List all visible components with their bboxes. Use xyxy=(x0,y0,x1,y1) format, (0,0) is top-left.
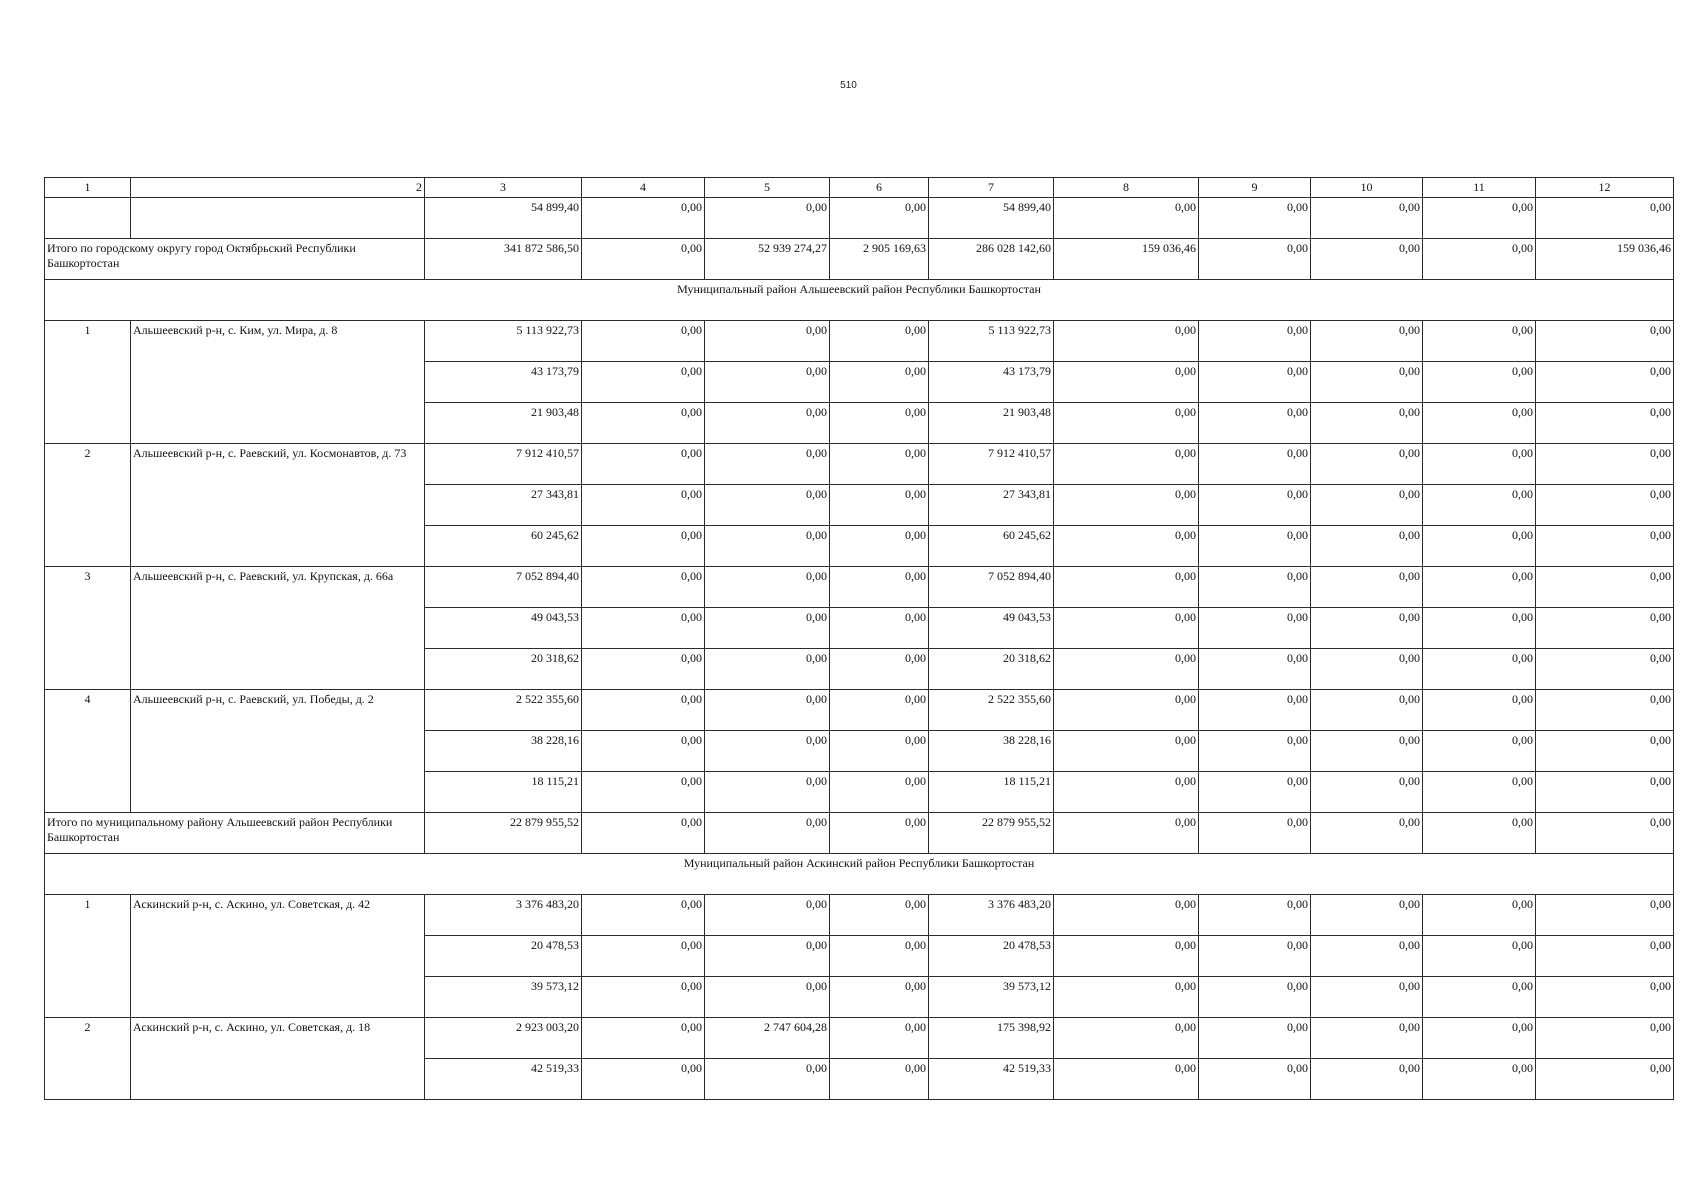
value-cell: 0,00 xyxy=(1199,608,1311,649)
value-cell: 54 899,40 xyxy=(929,198,1054,239)
value-cell: 0,00 xyxy=(1054,772,1199,813)
value-cell: 0,00 xyxy=(582,895,705,936)
value-cell: 0,00 xyxy=(1199,731,1311,772)
value-cell: 0,00 xyxy=(830,1018,929,1059)
column-number-cell: 12 xyxy=(1536,178,1674,198)
value-cell: 0,00 xyxy=(705,567,830,608)
value-cell: 0,00 xyxy=(830,1059,929,1100)
value-cell: 0,00 xyxy=(1054,567,1199,608)
total-label: Итого по муниципальному району Альшеевский район Республики Башкортостан xyxy=(45,813,425,854)
value-cell: 0,00 xyxy=(830,444,929,485)
value-cell: 0,00 xyxy=(582,813,705,854)
value-cell: 0,00 xyxy=(582,731,705,772)
value-cell: 341 872 586,50 xyxy=(425,239,582,280)
address: Аскинский р-н, с. Аскино, ул. Советская, д. 42 xyxy=(131,895,425,1018)
value-cell: 0,00 xyxy=(1311,608,1423,649)
value-cell: 0,00 xyxy=(1423,936,1536,977)
table-row xyxy=(45,198,1674,239)
value-cell: 0,00 xyxy=(1423,977,1536,1018)
value-cell: 0,00 xyxy=(1536,895,1674,936)
value-cell: 0,00 xyxy=(1536,444,1674,485)
value-cell: 0,00 xyxy=(1536,362,1674,403)
value-cell: 0,00 xyxy=(1311,977,1423,1018)
value-cell: 0,00 xyxy=(830,936,929,977)
value-cell: 0,00 xyxy=(830,649,929,690)
value-cell: 0,00 xyxy=(1199,813,1311,854)
value-cell: 0,00 xyxy=(830,608,929,649)
value-cell: 0,00 xyxy=(1423,608,1536,649)
value-cell: 0,00 xyxy=(1423,1018,1536,1059)
value-cell: 0,00 xyxy=(1536,1018,1674,1059)
value-cell: 0,00 xyxy=(1311,690,1423,731)
value-cell: 0,00 xyxy=(1311,731,1423,772)
address: Альшеевский р-н, с. Раевский, ул. Крупская, д. 66а xyxy=(131,567,425,690)
value-cell: 0,00 xyxy=(1311,321,1423,362)
value-cell: 0,00 xyxy=(1423,198,1536,239)
column-number-cell: 4 xyxy=(582,178,705,198)
value-cell: 3 376 483,20 xyxy=(425,895,582,936)
value-cell: 42 519,33 xyxy=(929,1059,1054,1100)
value-cell: 0,00 xyxy=(1199,936,1311,977)
value-cell: 0,00 xyxy=(1054,1059,1199,1100)
row-index: 1 xyxy=(45,895,131,1018)
section-row xyxy=(45,854,1674,895)
value-cell: 20 318,62 xyxy=(425,649,582,690)
row-index-cell xyxy=(45,198,131,239)
value-cell: 0,00 xyxy=(582,239,705,280)
value-cell: 0,00 xyxy=(582,772,705,813)
value-cell: 38 228,16 xyxy=(929,731,1054,772)
value-cell: 21 903,48 xyxy=(929,403,1054,444)
value-cell: 0,00 xyxy=(1536,731,1674,772)
value-cell: 0,00 xyxy=(705,936,830,977)
value-cell: 20 478,53 xyxy=(425,936,582,977)
value-cell: 22 879 955,52 xyxy=(929,813,1054,854)
value-cell: 0,00 xyxy=(1536,936,1674,977)
value-cell: 0,00 xyxy=(705,1059,830,1100)
value-cell: 0,00 xyxy=(705,731,830,772)
value-cell: 0,00 xyxy=(1199,1018,1311,1059)
column-number-cell: 7 xyxy=(929,178,1054,198)
value-cell: 0,00 xyxy=(1536,977,1674,1018)
value-cell: 0,00 xyxy=(1311,649,1423,690)
value-cell: 0,00 xyxy=(582,526,705,567)
value-cell: 2 923 003,20 xyxy=(425,1018,582,1059)
value-cell: 0,00 xyxy=(1536,485,1674,526)
value-cell: 0,00 xyxy=(705,649,830,690)
value-cell: 0,00 xyxy=(1311,403,1423,444)
row-index: 2 xyxy=(45,444,131,567)
value-cell: 0,00 xyxy=(582,485,705,526)
value-cell: 0,00 xyxy=(1311,198,1423,239)
value-cell: 18 115,21 xyxy=(929,772,1054,813)
table-row xyxy=(45,690,1674,731)
value-cell: 0,00 xyxy=(705,690,830,731)
value-cell: 0,00 xyxy=(1054,813,1199,854)
value-cell: 0,00 xyxy=(1423,321,1536,362)
value-cell: 0,00 xyxy=(1054,690,1199,731)
table-row xyxy=(45,1018,1674,1059)
table-row xyxy=(45,321,1674,362)
value-cell: 0,00 xyxy=(1199,772,1311,813)
value-cell: 0,00 xyxy=(705,977,830,1018)
value-cell: 286 028 142,60 xyxy=(929,239,1054,280)
value-cell: 0,00 xyxy=(830,321,929,362)
value-cell: 0,00 xyxy=(1423,895,1536,936)
value-cell: 0,00 xyxy=(582,649,705,690)
value-cell: 0,00 xyxy=(1199,690,1311,731)
value-cell: 0,00 xyxy=(1536,1059,1674,1100)
value-cell: 3 376 483,20 xyxy=(929,895,1054,936)
value-cell: 159 036,46 xyxy=(1536,239,1674,280)
value-cell: 175 398,92 xyxy=(929,1018,1054,1059)
value-cell: 39 573,12 xyxy=(929,977,1054,1018)
value-cell: 0,00 xyxy=(830,895,929,936)
value-cell: 159 036,46 xyxy=(1054,239,1199,280)
value-cell: 0,00 xyxy=(582,1018,705,1059)
value-cell: 7 052 894,40 xyxy=(929,567,1054,608)
column-number-cell: 3 xyxy=(425,178,582,198)
value-cell: 0,00 xyxy=(705,895,830,936)
value-cell: 0,00 xyxy=(582,321,705,362)
page-number: 510 xyxy=(840,80,857,91)
total-label: Итого по городскому округу город Октябрьский Республики Башкортостан xyxy=(45,239,425,280)
value-cell: 0,00 xyxy=(705,813,830,854)
value-cell: 0,00 xyxy=(1054,362,1199,403)
value-cell: 0,00 xyxy=(830,977,929,1018)
value-cell: 38 228,16 xyxy=(425,731,582,772)
value-cell: 0,00 xyxy=(830,731,929,772)
value-cell: 0,00 xyxy=(1054,936,1199,977)
section-title: Муниципальный район Аскинский район Республики Башкортостан xyxy=(45,854,1674,895)
value-cell: 0,00 xyxy=(1311,1018,1423,1059)
value-cell: 0,00 xyxy=(1311,362,1423,403)
column-number-cell: 5 xyxy=(705,178,830,198)
value-cell: 0,00 xyxy=(582,198,705,239)
value-cell: 0,00 xyxy=(1199,485,1311,526)
value-cell: 0,00 xyxy=(1311,895,1423,936)
value-cell: 0,00 xyxy=(705,526,830,567)
value-cell: 0,00 xyxy=(1311,772,1423,813)
value-cell: 0,00 xyxy=(705,403,830,444)
value-cell: 0,00 xyxy=(1536,198,1674,239)
value-cell: 0,00 xyxy=(1536,649,1674,690)
value-cell: 0,00 xyxy=(582,362,705,403)
value-cell: 0,00 xyxy=(1311,813,1423,854)
value-cell: 0,00 xyxy=(1536,772,1674,813)
value-cell: 0,00 xyxy=(1199,362,1311,403)
value-cell: 0,00 xyxy=(1536,403,1674,444)
value-cell: 0,00 xyxy=(705,485,830,526)
value-cell: 60 245,62 xyxy=(929,526,1054,567)
value-cell: 52 939 274,27 xyxy=(705,239,830,280)
value-cell: 0,00 xyxy=(1199,321,1311,362)
value-cell: 0,00 xyxy=(582,977,705,1018)
column-number-cell: 6 xyxy=(830,178,929,198)
value-cell: 5 113 922,73 xyxy=(425,321,582,362)
value-cell: 0,00 xyxy=(1054,444,1199,485)
value-cell: 0,00 xyxy=(1054,977,1199,1018)
value-cell: 0,00 xyxy=(1199,977,1311,1018)
section-row xyxy=(45,280,1674,321)
value-cell: 0,00 xyxy=(1199,567,1311,608)
value-cell: 22 879 955,52 xyxy=(425,813,582,854)
value-cell: 0,00 xyxy=(1423,239,1536,280)
value-cell: 43 173,79 xyxy=(929,362,1054,403)
value-cell: 0,00 xyxy=(1311,936,1423,977)
value-cell: 0,00 xyxy=(1054,485,1199,526)
value-cell: 0,00 xyxy=(1054,403,1199,444)
value-cell: 0,00 xyxy=(1536,526,1674,567)
value-cell: 21 903,48 xyxy=(425,403,582,444)
value-cell: 0,00 xyxy=(1311,485,1423,526)
value-cell: 0,00 xyxy=(1199,649,1311,690)
row-index: 2 xyxy=(45,1018,131,1100)
value-cell: 0,00 xyxy=(705,362,830,403)
value-cell: 0,00 xyxy=(1054,649,1199,690)
total-row xyxy=(45,813,1674,854)
address: Альшеевский р-н, с. Раевский, ул. Победы, д. 2 xyxy=(131,690,425,813)
value-cell: 20 318,62 xyxy=(929,649,1054,690)
row-index: 1 xyxy=(45,321,131,444)
value-cell: 0,00 xyxy=(830,567,929,608)
value-cell: 0,00 xyxy=(1199,526,1311,567)
address-cell xyxy=(131,198,425,239)
column-number-row xyxy=(45,178,1674,198)
table-body xyxy=(45,178,1674,1100)
value-cell: 43 173,79 xyxy=(425,362,582,403)
value-cell: 0,00 xyxy=(1423,731,1536,772)
value-cell: 0,00 xyxy=(1054,321,1199,362)
value-cell: 0,00 xyxy=(582,936,705,977)
budget-table xyxy=(44,177,1674,1100)
value-cell: 39 573,12 xyxy=(425,977,582,1018)
value-cell: 0,00 xyxy=(1536,321,1674,362)
section-title: Муниципальный район Альшеевский район Республики Башкортостан xyxy=(45,280,1674,321)
value-cell: 0,00 xyxy=(830,485,929,526)
value-cell: 0,00 xyxy=(830,772,929,813)
value-cell: 0,00 xyxy=(1311,1059,1423,1100)
value-cell: 60 245,62 xyxy=(425,526,582,567)
value-cell: 42 519,33 xyxy=(425,1059,582,1100)
address: Альшеевский р-н, с. Раевский, ул. Космонавтов, д. 73 xyxy=(131,444,425,567)
value-cell: 0,00 xyxy=(1423,362,1536,403)
value-cell: 0,00 xyxy=(1423,567,1536,608)
table-row xyxy=(45,895,1674,936)
value-cell: 0,00 xyxy=(1199,403,1311,444)
value-cell: 0,00 xyxy=(1423,649,1536,690)
value-cell: 0,00 xyxy=(1423,772,1536,813)
value-cell: 0,00 xyxy=(1423,403,1536,444)
value-cell: 7 912 410,57 xyxy=(929,444,1054,485)
value-cell: 49 043,53 xyxy=(425,608,582,649)
value-cell: 0,00 xyxy=(705,198,830,239)
value-cell: 0,00 xyxy=(1423,690,1536,731)
value-cell: 0,00 xyxy=(830,198,929,239)
value-cell: 7 052 894,40 xyxy=(425,567,582,608)
value-cell: 0,00 xyxy=(830,690,929,731)
value-cell: 0,00 xyxy=(830,526,929,567)
total-row xyxy=(45,239,1674,280)
value-cell: 0,00 xyxy=(1311,526,1423,567)
address: Аскинский р-н, с. Аскино, ул. Советская, д. 18 xyxy=(131,1018,425,1100)
value-cell: 0,00 xyxy=(705,321,830,362)
value-cell: 0,00 xyxy=(1536,813,1674,854)
value-cell: 0,00 xyxy=(1054,608,1199,649)
value-cell: 2 522 355,60 xyxy=(929,690,1054,731)
value-cell: 0,00 xyxy=(1423,485,1536,526)
value-cell: 0,00 xyxy=(1199,1059,1311,1100)
value-cell: 0,00 xyxy=(1311,444,1423,485)
value-cell: 20 478,53 xyxy=(929,936,1054,977)
value-cell: 0,00 xyxy=(1423,444,1536,485)
value-cell: 0,00 xyxy=(830,362,929,403)
value-cell: 0,00 xyxy=(1054,895,1199,936)
value-cell: 0,00 xyxy=(1199,198,1311,239)
value-cell: 0,00 xyxy=(1054,731,1199,772)
value-cell: 27 343,81 xyxy=(929,485,1054,526)
value-cell: 0,00 xyxy=(582,444,705,485)
address: Альшеевский р-н, с. Ким, ул. Мира, д. 8 xyxy=(131,321,425,444)
value-cell: 0,00 xyxy=(582,403,705,444)
row-index: 4 xyxy=(45,690,131,813)
value-cell: 0,00 xyxy=(1054,1018,1199,1059)
value-cell: 0,00 xyxy=(1423,526,1536,567)
value-cell: 0,00 xyxy=(830,403,929,444)
value-cell: 2 522 355,60 xyxy=(425,690,582,731)
value-cell: 0,00 xyxy=(1536,567,1674,608)
value-cell: 0,00 xyxy=(830,813,929,854)
value-cell: 0,00 xyxy=(1054,198,1199,239)
value-cell: 0,00 xyxy=(582,608,705,649)
value-cell: 0,00 xyxy=(1199,444,1311,485)
value-cell: 0,00 xyxy=(1199,239,1311,280)
value-cell: 2 747 604,28 xyxy=(705,1018,830,1059)
value-cell: 7 912 410,57 xyxy=(425,444,582,485)
value-cell: 49 043,53 xyxy=(929,608,1054,649)
value-cell: 0,00 xyxy=(1311,567,1423,608)
value-cell: 0,00 xyxy=(705,608,830,649)
column-number-cell: 11 xyxy=(1423,178,1536,198)
value-cell: 5 113 922,73 xyxy=(929,321,1054,362)
value-cell: 0,00 xyxy=(582,690,705,731)
value-cell: 0,00 xyxy=(705,444,830,485)
column-number-cell: 1 xyxy=(45,178,131,198)
value-cell: 54 899,40 xyxy=(425,198,582,239)
value-cell: 0,00 xyxy=(1423,813,1536,854)
column-number-cell: 2 xyxy=(131,178,425,198)
value-cell: 27 343,81 xyxy=(425,485,582,526)
value-cell: 0,00 xyxy=(1423,1059,1536,1100)
value-cell: 0,00 xyxy=(1054,526,1199,567)
column-number-cell: 9 xyxy=(1199,178,1311,198)
value-cell: 0,00 xyxy=(1536,690,1674,731)
value-cell: 18 115,21 xyxy=(425,772,582,813)
value-cell: 0,00 xyxy=(582,567,705,608)
value-cell: 0,00 xyxy=(1536,608,1674,649)
value-cell: 0,00 xyxy=(1199,895,1311,936)
row-index: 3 xyxy=(45,567,131,690)
table-row xyxy=(45,567,1674,608)
value-cell: 0,00 xyxy=(582,1059,705,1100)
column-number-cell: 10 xyxy=(1311,178,1423,198)
table-row xyxy=(45,444,1674,485)
value-cell: 0,00 xyxy=(705,772,830,813)
value-cell: 2 905 169,63 xyxy=(830,239,929,280)
value-cell: 0,00 xyxy=(1311,239,1423,280)
column-number-cell: 8 xyxy=(1054,178,1199,198)
